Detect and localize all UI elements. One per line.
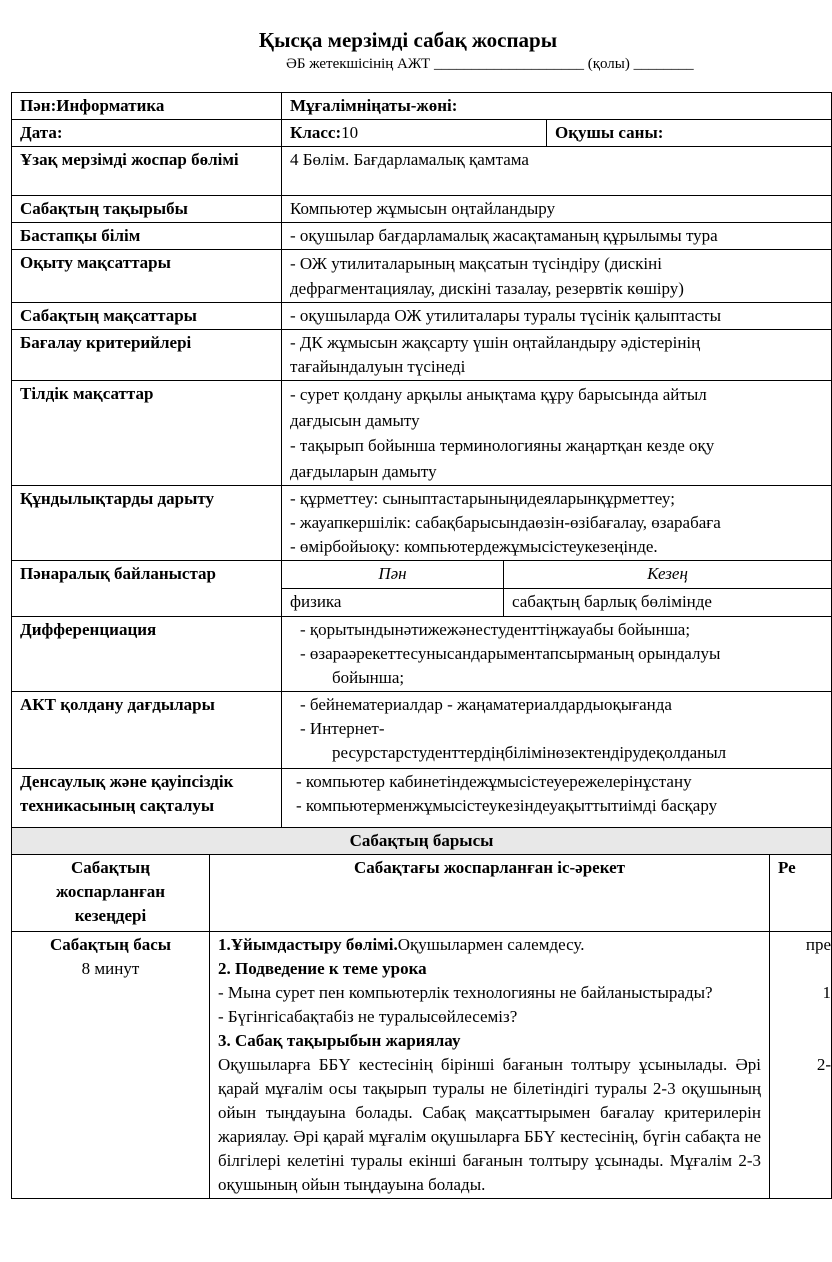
section-title: 2. Подведение к теме урока xyxy=(218,959,427,978)
stage-name: Сабақтың басы xyxy=(49,935,172,954)
values-value xyxy=(282,486,832,561)
criteria-label: Бағалау критерийлері xyxy=(12,330,282,381)
cross-col-subject: Пән xyxy=(282,561,504,589)
diff-value xyxy=(282,617,832,692)
cross-subject-value: физика xyxy=(282,589,504,617)
prior-value: - оқушылар бағдарламалық жасақтаманың құрылымы тура xyxy=(282,223,832,250)
col-activity-header: Сабақтағы жоспарланған іс-әрекет xyxy=(210,855,770,932)
diff-line: - өзараәрекеттесунысандарыментапсырманың орындалуы xyxy=(300,644,721,663)
long-term-value: 4 Бөлім. Бағдарламалық қамтама xyxy=(282,147,832,196)
lesson-flow-table xyxy=(11,827,832,1199)
col-stage-header: Сабақтың жоспарланған кезеңдері xyxy=(12,855,210,932)
lesson-obj-value: - оқушыларда ОЖ утилиталары туралы түсінік қалыптасты xyxy=(282,303,832,330)
ict-line: - бейнематериалдар - жаңаматериалдардыоқығанда xyxy=(300,695,672,714)
section-organization xyxy=(218,933,761,957)
values-line: - құрметтеу: сыныптастарыныңидеяларынқұрметтеу; xyxy=(290,489,675,508)
ict-label: АКТ қолдану дағдылары xyxy=(12,692,282,769)
ict-line: - Интернет- xyxy=(300,719,385,738)
lang-label: Тілдік мақсаттар xyxy=(12,381,282,486)
criteria-line: тағайындалуын түсінеді xyxy=(290,357,466,376)
diff-line: бойынша; xyxy=(332,668,405,687)
diff-label: Дифференциация xyxy=(12,617,282,692)
health-label: Денсаулық және қауіпсіздік техникасының сақталуы xyxy=(12,769,282,841)
criteria-line: - ДК жұмысын жақсарту үшін оңтайландыру әдістерінің xyxy=(290,333,701,352)
section-text: Оқушылармен салемдесу. xyxy=(397,935,585,954)
teacher-cell: Мұғалімніңаты-жөні: xyxy=(282,93,832,120)
signature-line: ӘБ жетекшісінің АЖТ ____________________ (қолы) ________ xyxy=(286,56,694,72)
ict-value xyxy=(282,692,832,769)
section-text: Оқушыларға ББҮ кестесінің бірінші бағанын толтыру ұсынылады. Әрі қарай мұғалім осы тақырып туралы не білетіндігі туралы 2-3 оқушының ойын тыңдауына болады. Сабақ мақсаттырымен бағалау критерилерін жариялау. Әрі қарай мұғалім оқушыларға ББҮ кестесінің, бүгін сабақта не білгілері келетіні туралы екінші бағанын толтыру ұсынады. Мұғалім 2-3 оқушының ойын тыңдауына болады. xyxy=(218,1055,761,1194)
activity-cell xyxy=(210,932,770,1199)
lang-line: - сурет қолдану арқылы анықтама құру барысында айтыл xyxy=(290,385,707,404)
cross-label: Пәнаралық байланыстар xyxy=(12,561,282,617)
topic-value: Компьютер жұмысын оңтайландыру xyxy=(282,196,832,223)
health-line: - компьютер кабинетіндежұмысістеуережелерінұстану xyxy=(296,772,692,791)
cross-stage-value: сабақтың барлық бөлімінде xyxy=(504,589,832,617)
learning-value xyxy=(282,250,832,303)
values-line: - жауапкершілік: сабақбарысындаөзін-өзібағалау, өзарабаға xyxy=(290,513,721,532)
lang-line: дағдыларын дамыту xyxy=(290,461,437,481)
class-label: Класс: xyxy=(290,123,342,142)
criteria-value xyxy=(282,330,832,381)
ict-line: ресурстарстуденттердіңбілімінөзектендірудеқолданыл xyxy=(332,743,727,762)
page-title: Қысқа мерзімді сабақ жоспары xyxy=(258,28,558,52)
values-label: Құндылықтарды дарыту xyxy=(12,486,282,561)
lesson-obj-label: Сабақтың мақсаттары xyxy=(12,303,282,330)
values-line: - өмірбойыоқу: компьютердежұмысістеукезеңінде. xyxy=(290,537,658,556)
diff-line: - қорытындынәтижежәнестуденттіңжауабы бойынша; xyxy=(300,620,691,639)
students-cell: Оқушы саны: xyxy=(547,120,832,147)
lesson-flow-heading: Сабақтың барысы xyxy=(12,828,832,855)
col-resources-header: Ре xyxy=(770,855,832,932)
class-value: 10 xyxy=(341,123,359,142)
health-line: - компьютерменжұмысістеукезіндеуақыттытиімді басқару xyxy=(296,796,718,815)
lang-line: дағдысын дамыту xyxy=(290,410,420,430)
learning-label: Оқыту мақсаттары xyxy=(12,250,282,303)
long-term-label: Ұзақ мерзімді жоспар бөлімі xyxy=(12,147,282,196)
topic-label: Сабақтың тақырыбы xyxy=(12,196,282,223)
resource-item: 1 xyxy=(822,983,832,1002)
lesson-info-table xyxy=(11,92,832,841)
learning-line: дефрагментациялау, дискіні тазалау, резервтік көшіру) xyxy=(290,279,684,298)
prior-label: Бастапқы білім xyxy=(12,223,282,250)
resource-item: 2- xyxy=(816,1055,832,1074)
question-item: - Бүгінгісабақтабіз не туралысөйлесеміз? xyxy=(218,1007,518,1026)
stage-cell xyxy=(12,932,210,1199)
question-item: - Мына сурет пен компьютерлік технологияны не байланыстырады? xyxy=(218,983,713,1002)
stage-time: 8 минут xyxy=(81,959,140,978)
resource-item: пре xyxy=(805,935,832,954)
date-cell: Дата: xyxy=(12,120,282,147)
lang-line: - тақырып бойынша терминологияны жаңартқан кезде оқу xyxy=(290,436,715,455)
learning-line: - ОЖ утилиталарының мақсатын түсіндіру (дискіні xyxy=(290,254,662,273)
class-cell xyxy=(282,120,547,147)
section-title: 3. Сабақ тақырыбын жариялау xyxy=(218,1031,461,1050)
cross-col-stage: Кезең xyxy=(504,561,832,589)
subject-cell: Пән:Информатика xyxy=(12,93,282,120)
lang-value xyxy=(282,381,832,486)
resources-cell xyxy=(770,932,832,1199)
section-title: 1.Ұйымдастыру бөлімі. xyxy=(218,935,398,954)
